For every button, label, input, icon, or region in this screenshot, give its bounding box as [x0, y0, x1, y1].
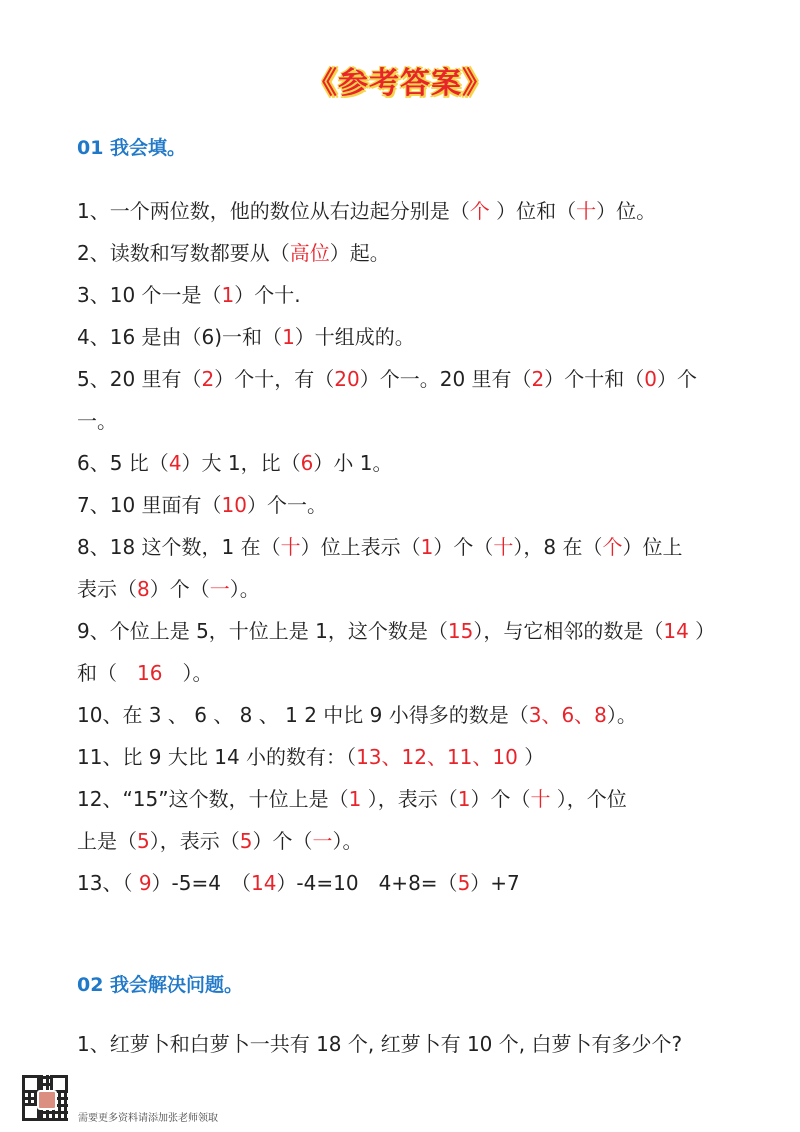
question-text: 3、10 个一是（	[77, 283, 222, 307]
answer-value: 1	[221, 283, 235, 307]
footer	[22, 1075, 218, 1124]
question-text: ）个（	[252, 829, 313, 853]
avatar	[37, 1090, 57, 1110]
question-text: ）个一。	[246, 493, 327, 517]
answer-line	[77, 442, 757, 484]
question-text: 5、20 里有（	[77, 367, 202, 391]
answer-line	[77, 358, 757, 400]
answer-lines	[77, 190, 757, 904]
question-text: ）十组成的。	[294, 325, 415, 349]
answer-value: 6	[300, 451, 314, 475]
question-text: ）	[517, 745, 545, 769]
question-text: ）。	[606, 703, 637, 727]
answer-line	[77, 694, 757, 736]
answer-value: 高位	[289, 241, 330, 265]
question-text: ），表示（	[149, 829, 240, 853]
question-text: ）个一。20 里有（	[359, 367, 532, 391]
answer-line	[77, 652, 757, 694]
answer-line	[77, 736, 757, 778]
question-text: ）大 1，比（	[181, 451, 301, 475]
question-text: ）个十和（	[544, 367, 645, 391]
question-text: ）个十，有（	[214, 367, 335, 391]
question-text: ）-5=4 （	[151, 871, 251, 895]
answer-value: 十	[493, 535, 514, 559]
question-text: 11、比 9 大比 14 小的数有：（	[77, 745, 357, 769]
question-text: 和（	[77, 661, 137, 685]
question-text: 13、（	[77, 871, 139, 895]
question-text: ）个（	[149, 577, 210, 601]
answer-value: 9	[138, 871, 152, 895]
answer-line	[77, 274, 757, 316]
question-text: 2、读数和写数都要从（	[77, 241, 290, 265]
question-text: ）起。	[329, 241, 390, 265]
answer-value: 14	[250, 871, 277, 895]
answer-value: 1	[420, 535, 434, 559]
question-text: ）个（	[470, 787, 531, 811]
question-text: 7、10 里面有（	[77, 493, 222, 517]
answer-value: 十	[280, 535, 301, 559]
question-text: ）。	[332, 829, 363, 853]
answer-value: 2	[201, 367, 215, 391]
answer-line	[77, 820, 757, 862]
answer-value: 1	[348, 787, 362, 811]
question-text: ），8 在（	[513, 535, 603, 559]
answer-value: 个	[469, 199, 490, 223]
question-text: ）位。	[596, 199, 657, 223]
page-title: 《参考答案》	[307, 66, 493, 101]
question-text: ），个位	[550, 787, 627, 811]
answer-line	[77, 778, 757, 820]
answer-value: 一	[209, 577, 230, 601]
question-text: 上是（	[77, 829, 137, 853]
answer-value: 0	[644, 367, 657, 391]
answer-value: 20	[334, 367, 360, 391]
section-heading-problems: 02 我会解决问题。	[77, 974, 244, 996]
question-text: ）个	[657, 367, 697, 391]
answer-value: 13、12、11、10	[356, 745, 518, 769]
answer-value: 十	[530, 787, 551, 811]
answer-value: 3、6、8	[528, 703, 607, 727]
answer-line	[77, 190, 757, 232]
answer-line	[77, 232, 757, 274]
question-text: ）位上表示（	[300, 535, 421, 559]
question-text: ）个（	[433, 535, 494, 559]
footer-note: 需要更多资料请添加张老师领取	[78, 1113, 218, 1124]
answer-line	[77, 484, 757, 526]
answer-value: 个	[602, 535, 623, 559]
answer-value: 1	[282, 325, 295, 349]
section-heading-fill: 01 我会填。	[77, 137, 187, 159]
answer-value: 十	[576, 199, 597, 223]
answer-line	[77, 316, 757, 358]
answer-line	[77, 526, 757, 568]
question-text: ）	[688, 619, 716, 643]
answer-value: 一	[312, 829, 333, 853]
question-text: 9、个位上是 5，十位上是 1，这个数是（	[77, 619, 448, 643]
question-text: ），与它相邻的数是（	[473, 619, 664, 643]
answer-value: 16	[137, 661, 163, 685]
answer-value: 2	[531, 367, 545, 391]
answer-value: 10	[221, 493, 247, 517]
question-text: ）。	[229, 577, 260, 601]
answer-value: 8	[137, 577, 150, 601]
question-text: ）+7	[470, 871, 520, 895]
question-text: ）-4=10 4+8=（	[276, 871, 458, 895]
answer-line	[77, 862, 757, 904]
question-text: ）小 1。	[313, 451, 393, 475]
question-text: 表示（	[77, 577, 137, 601]
answer-value: 4	[168, 451, 182, 475]
question-text: 10、在 3 、 6 、 8 、 1 2 中比 9 小得多的数是（	[77, 703, 529, 727]
question-text: 1、一个两位数，他的数位从右边起分别是（	[77, 199, 470, 223]
answer-value: 5	[137, 829, 150, 853]
question-text: ）位和（	[489, 199, 577, 223]
question-text: ）位上	[622, 535, 683, 559]
answer-line	[77, 568, 757, 610]
question-text: 4、16 是由（6)一和（	[77, 325, 283, 349]
answer-value: 1	[457, 787, 471, 811]
qr-code-icon	[22, 1075, 68, 1121]
question-text: ）个十.	[234, 283, 301, 307]
question-text: 一。	[77, 409, 117, 433]
question-text: 8、18 这个数，1 在（	[77, 535, 281, 559]
answer-value: 14	[663, 619, 689, 643]
answer-value: 5	[239, 829, 253, 853]
answer-line	[77, 610, 757, 652]
question-text: ），表示（	[361, 787, 458, 811]
question-text: 12、“15”这个数，十位上是（	[77, 787, 349, 811]
question-text: ）。	[162, 661, 213, 685]
problem-question: 1、红萝卜和白萝卜一共有 18 个, 红萝卜有 10 个, 白萝卜有多少个?	[77, 1032, 683, 1056]
answer-value: 5	[457, 871, 471, 895]
answer-line	[77, 400, 757, 442]
answer-value: 15	[447, 619, 474, 643]
question-text: 6、5 比（	[77, 451, 169, 475]
